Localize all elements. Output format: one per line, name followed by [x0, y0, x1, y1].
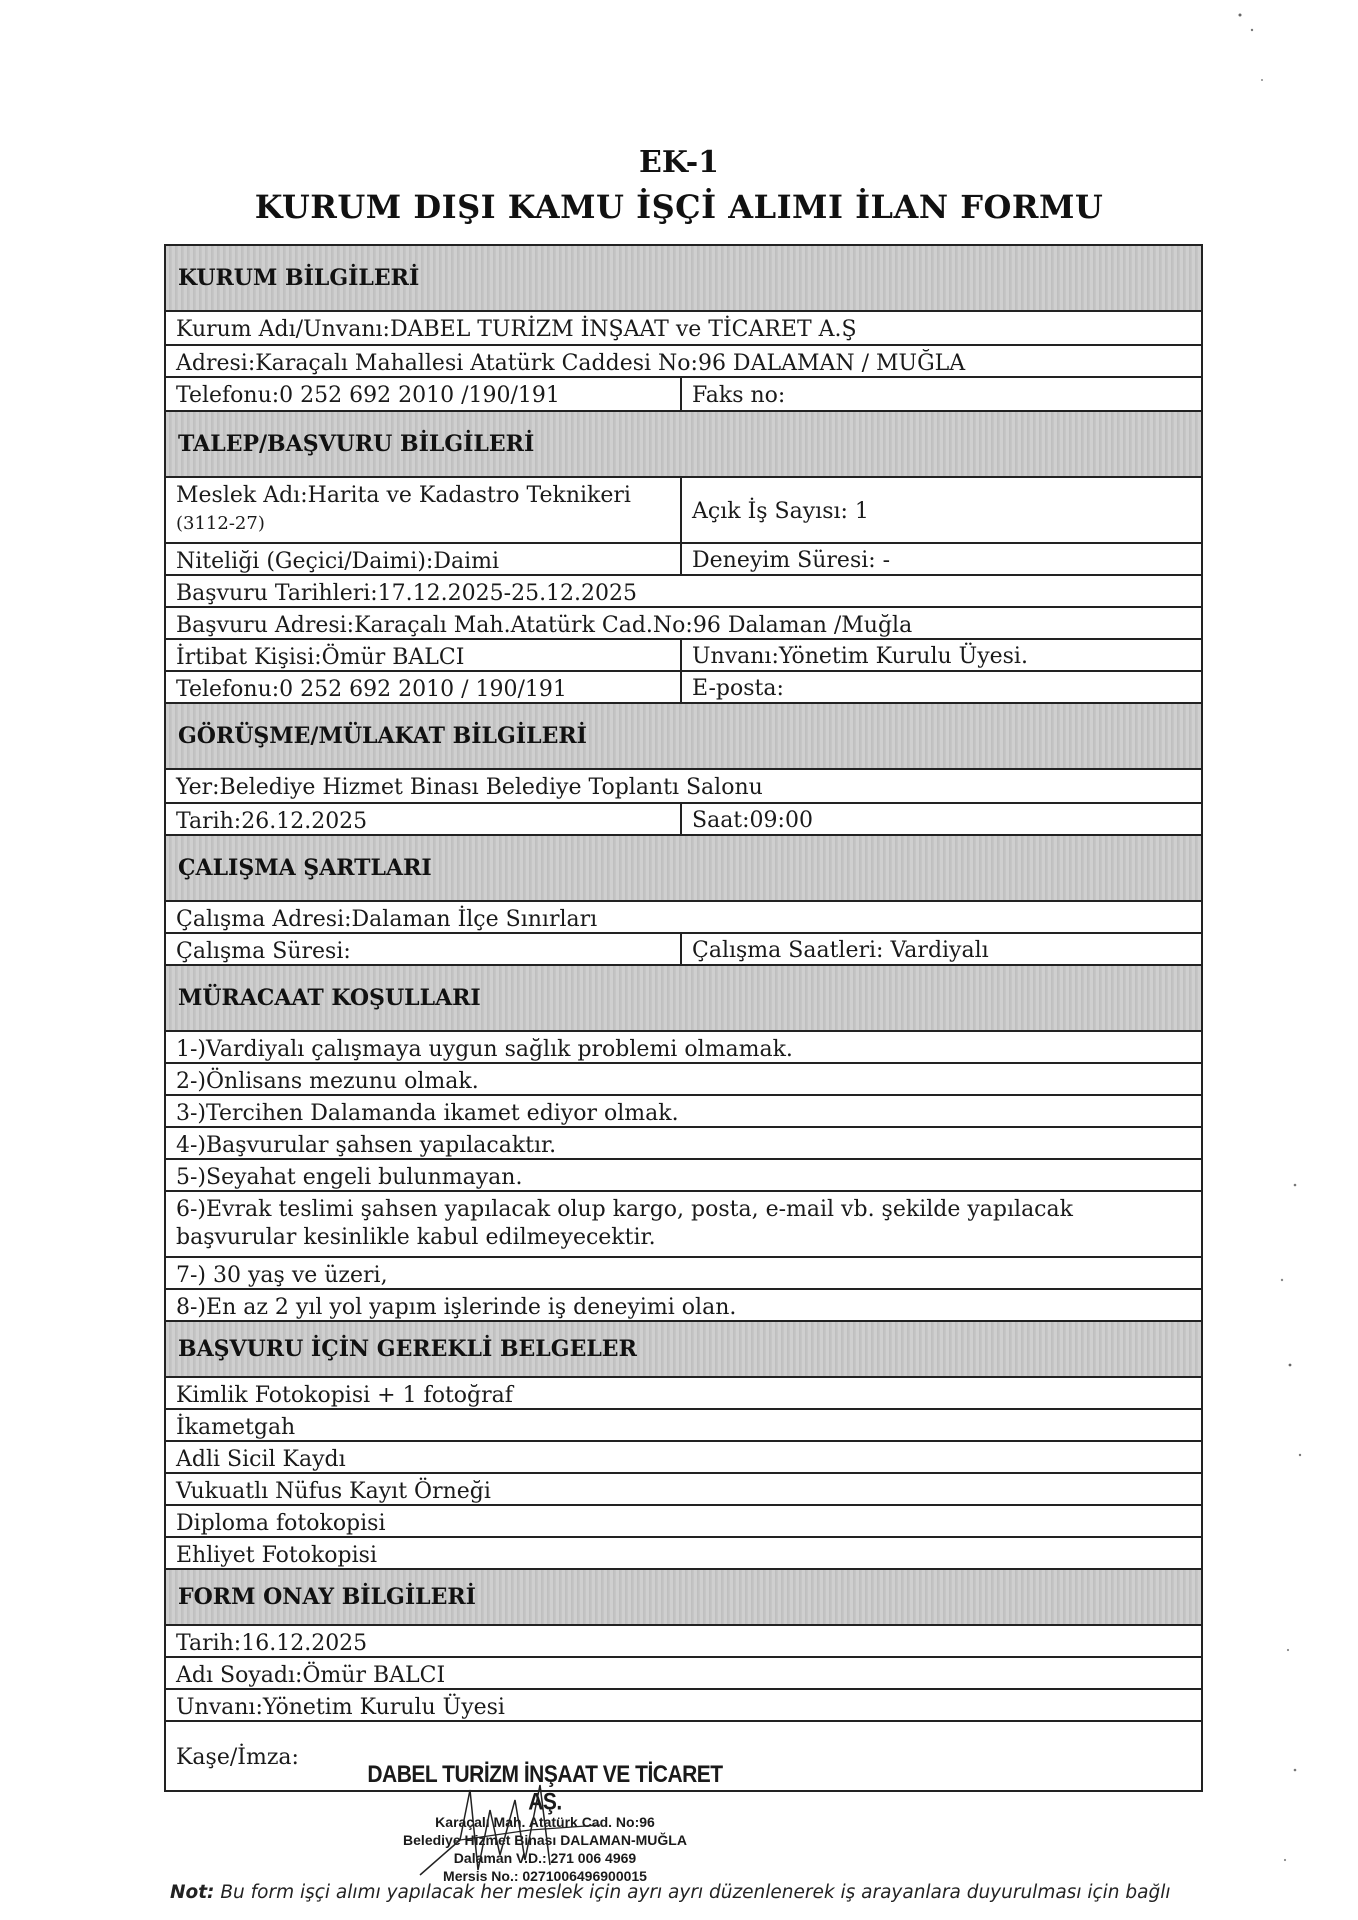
stamp-label: Kaşe/İmza: — [176, 1745, 299, 1770]
document-item: Adli Sicil Kaydı — [176, 1447, 346, 1472]
condition-row — [166, 1064, 1201, 1096]
document-item: Ehliyet Fotokopisi — [176, 1543, 377, 1568]
application-form — [164, 244, 1203, 1792]
application-address: Başvuru Adresi:Karaçalı Mah.Atatürk Cad.No:96 Dalaman /Muğla — [176, 613, 913, 638]
condition-item-line: 6-)Evrak teslimi şahsen yapılacak olup kargo, posta, e-mail vb. şekilde yapılacak — [176, 1197, 1073, 1222]
condition-row — [166, 1160, 1201, 1192]
condition-row — [166, 1128, 1201, 1160]
form-title: KURUM DIŞI KAMU İŞÇİ ALIMI İLAN FORMU — [254, 188, 1104, 226]
approval-title-row — [166, 1690, 1201, 1722]
condition-item: 4-)Başvurular şahsen yapılacaktır. — [176, 1133, 557, 1158]
document-item: Kimlik Fotokopisi + 1 fotoğraf — [176, 1383, 513, 1408]
contact-person: İrtibat Kişisi:Ömür BALCI — [166, 640, 682, 670]
interview-place: Yer:Belediye Hizmet Binası Belediye Toplantı Salonu — [176, 775, 763, 800]
condition-item-line: başvurular kesinlikle kabul edilmeyecektir. — [176, 1225, 656, 1250]
profession-row — [166, 478, 1201, 544]
kurum-phone: Telefonu:0 252 692 2010 /190/191 — [166, 378, 682, 410]
profession-code: (3112-27) — [176, 513, 265, 534]
application-dates: Başvuru Tarihleri:17.12.2025-25.12.2025 — [176, 581, 638, 606]
document-row — [166, 1538, 1201, 1570]
footer-note — [170, 1882, 1350, 1903]
document-item: İkametgah — [176, 1415, 296, 1440]
contact-title: Unvanı:Yönetim Kurulu Üyesi. — [692, 644, 1028, 669]
approval-name-row — [166, 1658, 1201, 1690]
condition-item: 2-)Önlisans mezunu olmak. — [176, 1069, 479, 1094]
kurum-name: Kurum Adı/Unvanı:DABEL TURİZM İNŞAAT ve TİCARET A.Ş — [176, 317, 857, 342]
condition-row — [166, 1192, 1201, 1258]
interview-place-row — [166, 770, 1201, 804]
interview-date: Tarih:26.12.2025 — [166, 804, 682, 834]
experience: Deneyim Süresi: - — [692, 548, 891, 573]
stamp-mersis: Mersis No.: 0271006496900015 — [443, 1868, 647, 1884]
stamp-building: Belediye Hizmet Binası DALAMAN-MUĞLA — [403, 1832, 687, 1848]
contact-row — [166, 640, 1201, 672]
kurum-address-row — [166, 346, 1201, 378]
work-duration-row — [166, 934, 1201, 966]
condition-item: 5-)Seyahat engeli bulunmayan. — [176, 1165, 523, 1190]
document-row — [166, 1378, 1201, 1410]
interview-date-row — [166, 804, 1201, 836]
condition-item: 1-)Vardiyalı çalışmaya uygun sağlık problemi olmamak. — [176, 1037, 793, 1062]
condition-row — [166, 1032, 1201, 1064]
condition-row — [166, 1258, 1201, 1290]
condition-item: 7-) 30 yaş ve üzeri, — [176, 1263, 388, 1288]
condition-row — [166, 1290, 1201, 1322]
nature-row — [166, 544, 1201, 576]
dates-row — [166, 576, 1201, 608]
interview-time: Saat:09:00 — [692, 808, 813, 833]
job-nature: Niteliği (Geçici/Daimi):Daimi — [166, 544, 682, 574]
section-mulakat-heading: GÖRÜŞME/MÜLAKAT BİLGİLERİ — [166, 704, 1201, 770]
talep-phone-row — [166, 672, 1201, 704]
section-kosullar-heading: MÜRACAAT KOŞULLARI — [166, 966, 1201, 1032]
approval-name: Adı Soyadı:Ömür BALCI — [176, 1663, 446, 1688]
approval-date-row — [166, 1626, 1201, 1658]
document-row — [166, 1442, 1201, 1474]
condition-item: 3-)Tercihen Dalamanda ikamet ediyor olmak. — [176, 1101, 679, 1126]
kurum-name-row — [166, 312, 1201, 346]
stamp-address: Karaçalı Mah. Atatürk Cad. No:96 — [435, 1814, 655, 1830]
note-label: Not: — [170, 1882, 215, 1903]
section-kurum-heading: KURUM BİLGİLERİ — [166, 246, 1201, 312]
annex-label: EK-1 — [638, 145, 720, 180]
section-belgeler-heading: BAŞVURU İÇİN GEREKLİ BELGELER — [166, 1322, 1201, 1378]
note-text: Bu form işçi alımı yapılacak her meslek için ayrı ayrı düzenlenerek iş arayanlara duyurulması için bağlı — [220, 1882, 1171, 1903]
kurum-fax: Faks no: — [692, 383, 786, 408]
condition-item: 8-)En az 2 yıl yol yapım işlerinde iş deneyimi olan. — [176, 1295, 737, 1320]
profession-cell — [166, 478, 682, 542]
signature — [400, 1770, 660, 1880]
talep-email: E-posta: — [692, 676, 784, 701]
document-row — [166, 1506, 1201, 1538]
work-hours: Çalışma Saatleri: Vardiyalı — [692, 938, 989, 963]
open-jobs: Açık İş Sayısı: 1 — [692, 499, 869, 524]
section-calisma-heading: ÇALIŞMA ŞARTLARI — [166, 836, 1201, 902]
approval-date: Tarih:16.12.2025 — [176, 1631, 368, 1656]
condition-item — [166, 1192, 1201, 1256]
document-row — [166, 1474, 1201, 1506]
document-item: Vukuatlı Nüfus Kayıt Örneği — [176, 1479, 491, 1504]
section-talep-heading: TALEP/BAŞVURU BİLGİLERİ — [166, 412, 1201, 478]
work-duration: Çalışma Süresi: — [166, 934, 682, 964]
talep-phone: Telefonu:0 252 692 2010 / 190/191 — [166, 672, 682, 702]
work-address: Çalışma Adresi:Dalaman İlçe Sınırları — [176, 907, 598, 932]
profession-name: Meslek Adı:Harita ve Kadastro Teknikeri — [176, 483, 631, 508]
section-onay-heading: FORM ONAY BİLGİLERİ — [166, 1570, 1201, 1626]
kurum-phone-row — [166, 378, 1201, 412]
stamp-company-name: DABEL TURİZM İNŞAAT VE TİCARET AŞ. — [367, 1761, 723, 1816]
condition-row — [166, 1096, 1201, 1128]
work-address-row — [166, 902, 1201, 934]
application-address-row — [166, 608, 1201, 640]
document-row — [166, 1410, 1201, 1442]
approval-title: Unvanı:Yönetim Kurulu Üyesi — [176, 1695, 505, 1720]
document-item: Diploma fotokopisi — [176, 1511, 386, 1536]
kurum-address: Adresi:Karaçalı Mahallesi Atatürk Caddesi No:96 DALAMAN / MUĞLA — [176, 351, 966, 376]
stamp-tax-office: Dalaman V.D.: 271 006 4969 — [453, 1850, 637, 1866]
